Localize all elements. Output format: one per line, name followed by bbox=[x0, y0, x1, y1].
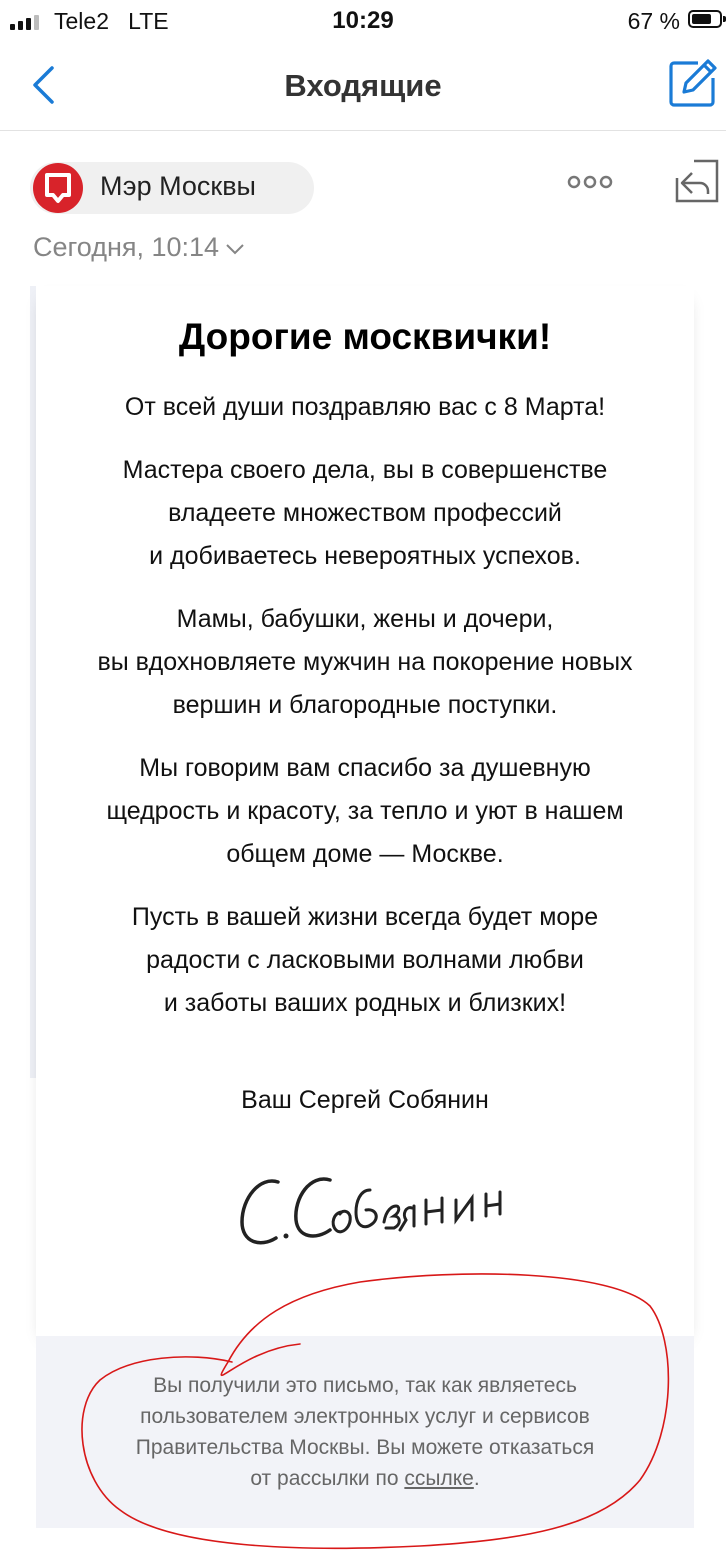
compose-icon bbox=[668, 56, 718, 108]
avatar bbox=[33, 163, 83, 213]
letter-paragraph: Пусть в вашей жизни всегда будет море радости с ласковыми волнами любви и заботы ваших родных и близких! bbox=[131, 903, 599, 1017]
reply-button[interactable] bbox=[674, 158, 720, 204]
mail-footer bbox=[36, 1336, 694, 1528]
message-date[interactable]: Сегодня, 10:14 bbox=[33, 232, 245, 263]
letter-paragraph: Мамы, бабушки, жены и дочери, вы вдохновляете мужчин на покорение новых вершин и благородные поступки. bbox=[97, 605, 633, 719]
reply-icon bbox=[674, 158, 720, 204]
battery-percent: 67 % bbox=[627, 8, 680, 34]
mos-logo-icon bbox=[33, 163, 83, 213]
network-label: LTE bbox=[128, 8, 169, 34]
compose-button[interactable] bbox=[668, 56, 718, 108]
nav-bar bbox=[0, 42, 726, 131]
letter-heading: Дорогие москвички! bbox=[178, 316, 552, 357]
sender-chip[interactable] bbox=[30, 162, 314, 214]
chevron-down-icon bbox=[225, 242, 245, 256]
battery-icon bbox=[688, 10, 722, 28]
more-dots-icon bbox=[566, 170, 614, 194]
message-body bbox=[36, 286, 694, 1025]
page-title: Входящие bbox=[284, 68, 442, 103]
status-bar bbox=[0, 0, 726, 42]
status-time: 10:29 bbox=[332, 7, 394, 34]
letter-closing: Ваш Сергей Собянин bbox=[241, 1086, 489, 1114]
letter-paragraph: От всей души поздравляю вас с 8 Марта! bbox=[124, 393, 606, 421]
unsubscribe-link[interactable]: ссылке bbox=[404, 1467, 474, 1490]
letter-paragraph: Мастера своего дела, вы в совершенстве владеете множеством профессий и добиваетесь невероятных успехов. bbox=[122, 456, 608, 570]
letter-paragraph: Мы говорим вам спасибо за душевную щедрость и красоту, за тепло и уют в нашем общем доме — Москве. bbox=[106, 754, 624, 868]
carrier-label: Tele2 LTE bbox=[54, 8, 169, 34]
signature-image bbox=[230, 1150, 510, 1260]
footer-text: Вы получили это письмо, так как являетесь пользователем электронных услуг и сервисов Правительства Москвы. Вы можете отказаться от рассылки по ссылке. bbox=[135, 1374, 595, 1490]
sender-name: Мэр Москвы bbox=[100, 171, 256, 201]
more-button[interactable] bbox=[566, 170, 614, 194]
